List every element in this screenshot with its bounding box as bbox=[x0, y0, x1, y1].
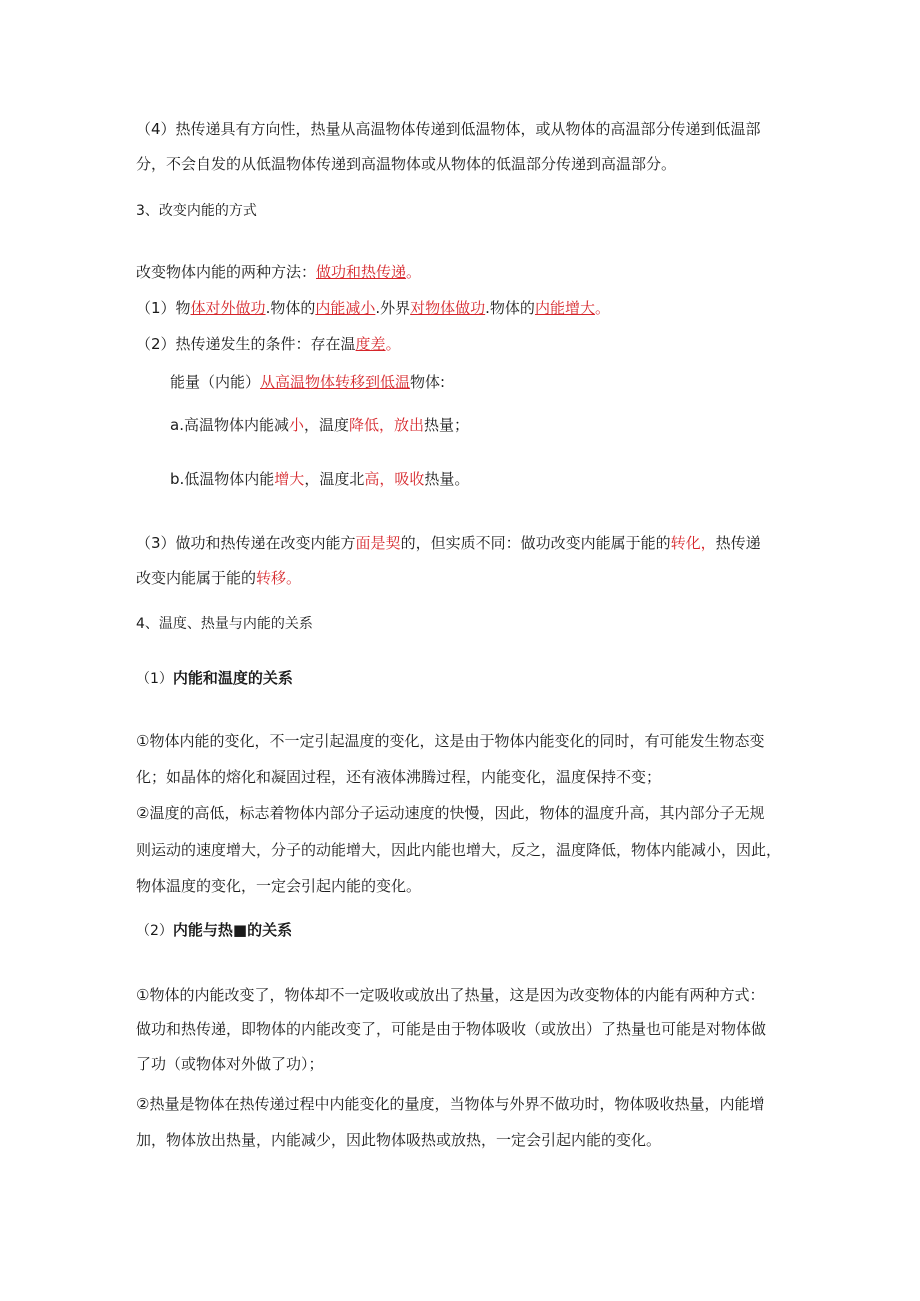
paragraph-line: 加，物体放出热量，内能减少，因此物体吸热或放热，一定会引起内能的变化。 bbox=[136, 1131, 662, 1149]
text-run: 热量； bbox=[424, 416, 470, 434]
paragraph-line: 化；如晶体的熔化和凝固过程，还有液体沸腾过程，内能变化，温度保持不变； bbox=[136, 768, 662, 786]
answer-run: 增大 bbox=[274, 470, 305, 488]
item-3-line-2 bbox=[136, 568, 816, 588]
text-run: 物体: bbox=[410, 373, 446, 391]
answer-run: 面是契 bbox=[355, 534, 401, 552]
paragraph-line: ②温度的高低，标志着物体内部分子运动速度的快慢，因此，物体的温度升高，其内部分子无规 bbox=[136, 804, 765, 822]
answer-run: 体对外做功 bbox=[190, 299, 266, 317]
answer-run: 转化， bbox=[670, 534, 716, 552]
answer-run: 内能增大 bbox=[534, 299, 595, 317]
subsection-heading-2 bbox=[136, 920, 816, 941]
text-run: （3）做功和热传递在改变内能方 bbox=[136, 534, 356, 552]
subsection-number: （1） bbox=[136, 671, 173, 687]
subsection-title: 内能与热■的关系 bbox=[172, 921, 293, 939]
text-run: ，温度 bbox=[303, 416, 349, 434]
answer-run: 内能减小 bbox=[315, 299, 376, 317]
answer-run: 小 bbox=[288, 416, 304, 434]
methods-line bbox=[136, 262, 816, 282]
text-run: 的，但实质不同：做功改变内能属于能的 bbox=[400, 534, 671, 552]
paragraph-line: 物体温度的变化，一定会引起内能的变化。 bbox=[136, 877, 422, 895]
item-2-line bbox=[136, 334, 816, 354]
paragraph-line: ①物体内能的变化，不一定引起温度的变化，这是由于物体内能变化的同时，有可能发生物态变 bbox=[136, 732, 765, 750]
text-run: .物体的 bbox=[265, 299, 316, 317]
paragraph-line: ②热量是物体在热传递过程中内能变化的量度，当物体与外界不做功时，物体吸收热量，内能增 bbox=[136, 1095, 765, 1113]
methods-prefix: 改变物体内能的两种方法： bbox=[136, 263, 317, 281]
line-b bbox=[170, 469, 850, 489]
paragraph-line: ①物体的内能改变了，物体却不一定吸收或放出了热量，这是因为改变物体的内能有两种方式： bbox=[136, 986, 765, 1004]
text-run: .物体的 bbox=[485, 299, 535, 317]
subsection-title: 内能和温度的关系 bbox=[172, 669, 293, 687]
text-run: 热传递 bbox=[715, 534, 761, 552]
energy-line bbox=[170, 372, 850, 392]
section-heading: 3、改变内能的方式 bbox=[136, 203, 257, 219]
answer-run: 转移 bbox=[256, 569, 287, 587]
text-run: （1）物 bbox=[136, 299, 191, 317]
methods-answer: 做功和热传递 bbox=[316, 263, 407, 281]
answer-run: 对物体做功 bbox=[410, 299, 486, 317]
answer-run: 高，吸收 bbox=[364, 470, 425, 488]
text-run: 改变内能属于能的 bbox=[136, 569, 257, 587]
section-heading: 4、温度、热量与内能的关系 bbox=[136, 616, 313, 632]
methods-end: 。 bbox=[406, 263, 422, 281]
text-run: b.低温物体内能 bbox=[170, 470, 275, 488]
paragraph-line: 则运动的速度增大，分子的动能增大，因此内能也增大，反之，温度降低，物体内能减小，因此， bbox=[136, 841, 782, 859]
text-run: 能量（内能） bbox=[170, 373, 261, 391]
text-run: （2）热传递发生的条件：存在温 bbox=[136, 335, 356, 353]
paragraph-line: 做功和热传递，即物体的内能改变了，可能是由于物体吸收（或放出）了热量也可能是对物体做 bbox=[136, 1020, 767, 1038]
text-run: .外界 bbox=[375, 299, 411, 317]
item-1-line bbox=[136, 298, 816, 318]
paragraph-line: 了功（或物体对外做了功）； bbox=[136, 1055, 324, 1073]
line-a bbox=[170, 415, 850, 435]
item-3-line-1 bbox=[136, 533, 816, 553]
paragraph-line: 分，不会自发的从低温物体传递到高温物体或从物体的低温部分传递到高温部分。 bbox=[136, 155, 677, 173]
text-run: 。 bbox=[286, 569, 302, 587]
answer-run: 度差 bbox=[355, 335, 386, 353]
text-run: a.高温物体内能减 bbox=[170, 416, 289, 434]
subsection-number: （2） bbox=[136, 923, 173, 939]
text-run: 。 bbox=[594, 299, 610, 317]
paragraph-line: （4）热传递具有方向性，热量从高温物体传递到低温物体，或从物体的高温部分传递到低温部 bbox=[136, 120, 761, 138]
text-run: 。 bbox=[385, 335, 401, 353]
subsection-heading-1 bbox=[136, 668, 816, 689]
text-run: ，温度北 bbox=[304, 470, 365, 488]
text-run: 热量。 bbox=[424, 470, 470, 488]
answer-run: 降低，放出 bbox=[349, 416, 425, 434]
answer-run: 从高温物体转移到低温 bbox=[260, 373, 411, 391]
